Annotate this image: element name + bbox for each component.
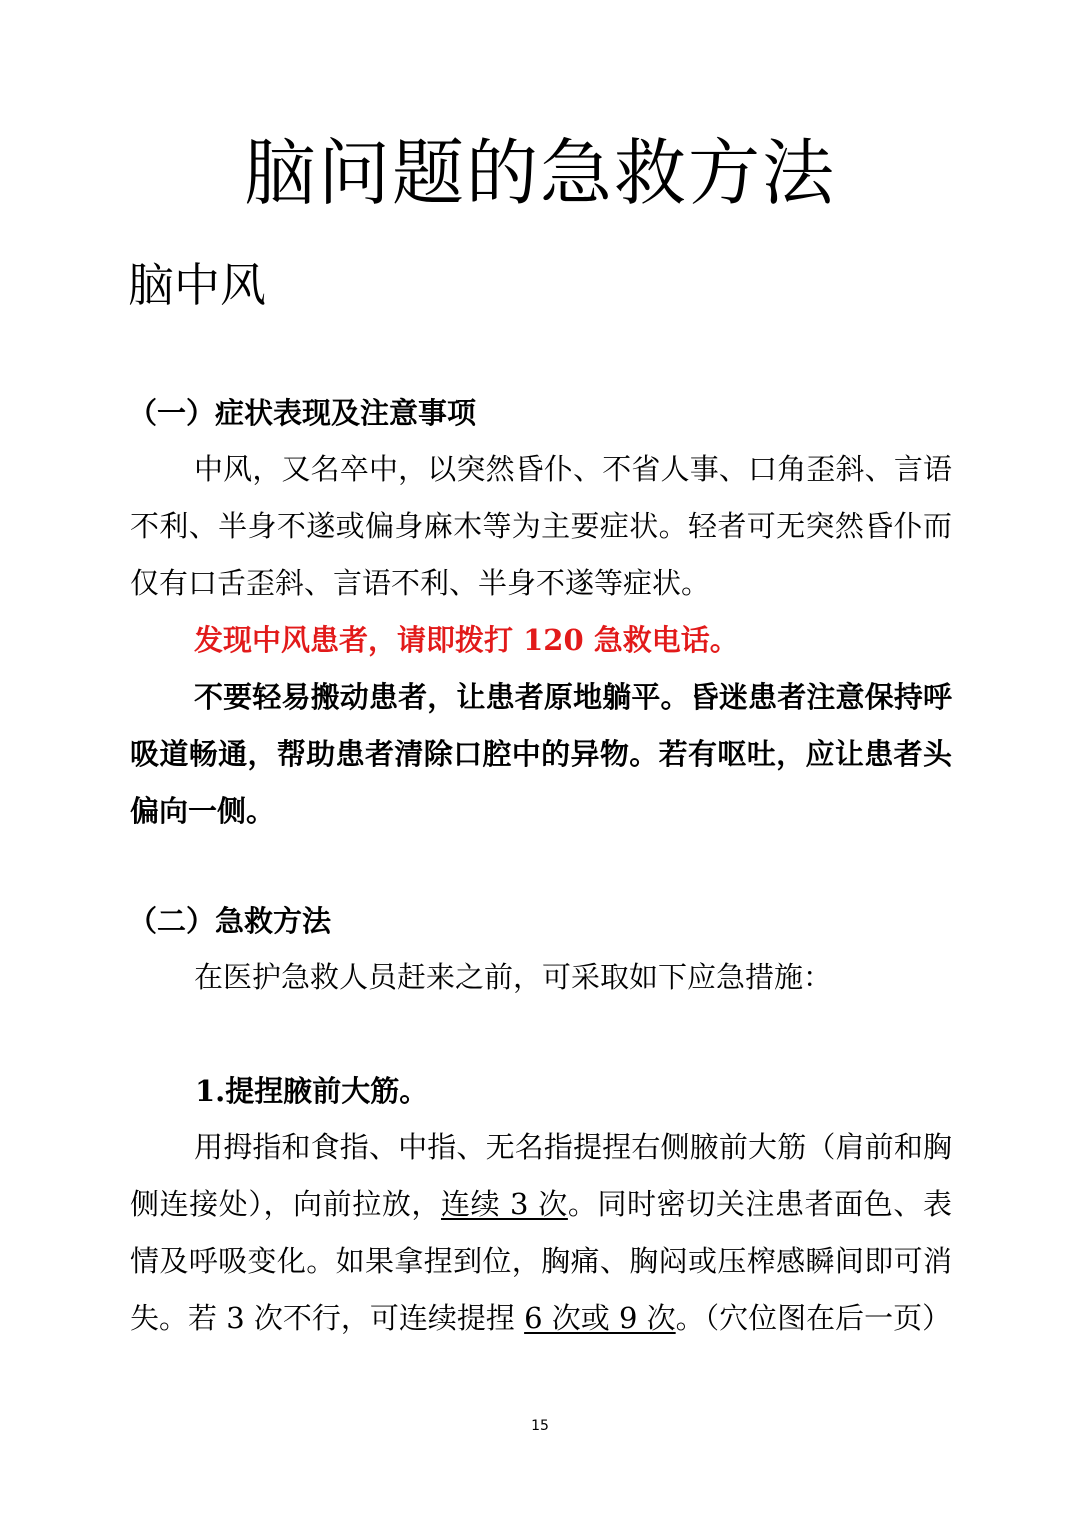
first-aid-intro: 在医护急救人员赶来之前，可采取如下应急措施：	[194, 960, 833, 994]
step1-paragraph	[130, 1119, 952, 1347]
section1-heading: （一）症状表现及注意事项	[128, 396, 477, 430]
step1-text-a: 用拇指和食指、中指、无名指提捏右侧腋前大筋（肩前和胸侧连接处），向前拉放，	[130, 1130, 952, 1221]
step1-extended-count: 6 次或 9 次	[524, 1301, 676, 1335]
section2-heading: （二）急救方法	[128, 904, 332, 938]
step1-text-b: 。同时密切关注患者面色、表情及呼吸变化。如果拿捏到位，胸痛、胸闷或压榨感瞬间即可消失。若 3 次不行，可连续提捏	[130, 1187, 952, 1335]
step1-repeat-count: 连续 3 次	[441, 1187, 568, 1221]
step1-text-c: 。（穴位图在后一页）	[675, 1301, 952, 1335]
emergency-call-warning: 发现中风患者，请即拨打 120 急救电话。	[194, 623, 739, 657]
patient-care-paragraph: 不要轻易搬动患者，让患者原地躺平。昏迷患者注意保持呼吸道畅通，帮助患者清除口腔中的异物。若有呕吐，应让患者头偏向一侧。	[130, 680, 952, 828]
section-subtitle: 脑中风	[128, 258, 266, 312]
page-title: 脑问题的急救方法	[243, 131, 836, 215]
page-number: 15	[531, 1418, 549, 1434]
symptoms-paragraph: 中风，又名卒中，以突然昏仆、不省人事、口角歪斜、言语不利、半身不遂或偏身麻木等为主要症状。轻者可无突然昏仆而仅有口舌歪斜、言语不利、半身不遂等症状。	[130, 452, 952, 600]
step1-heading: 1.提捏腋前大筋。	[195, 1074, 429, 1108]
